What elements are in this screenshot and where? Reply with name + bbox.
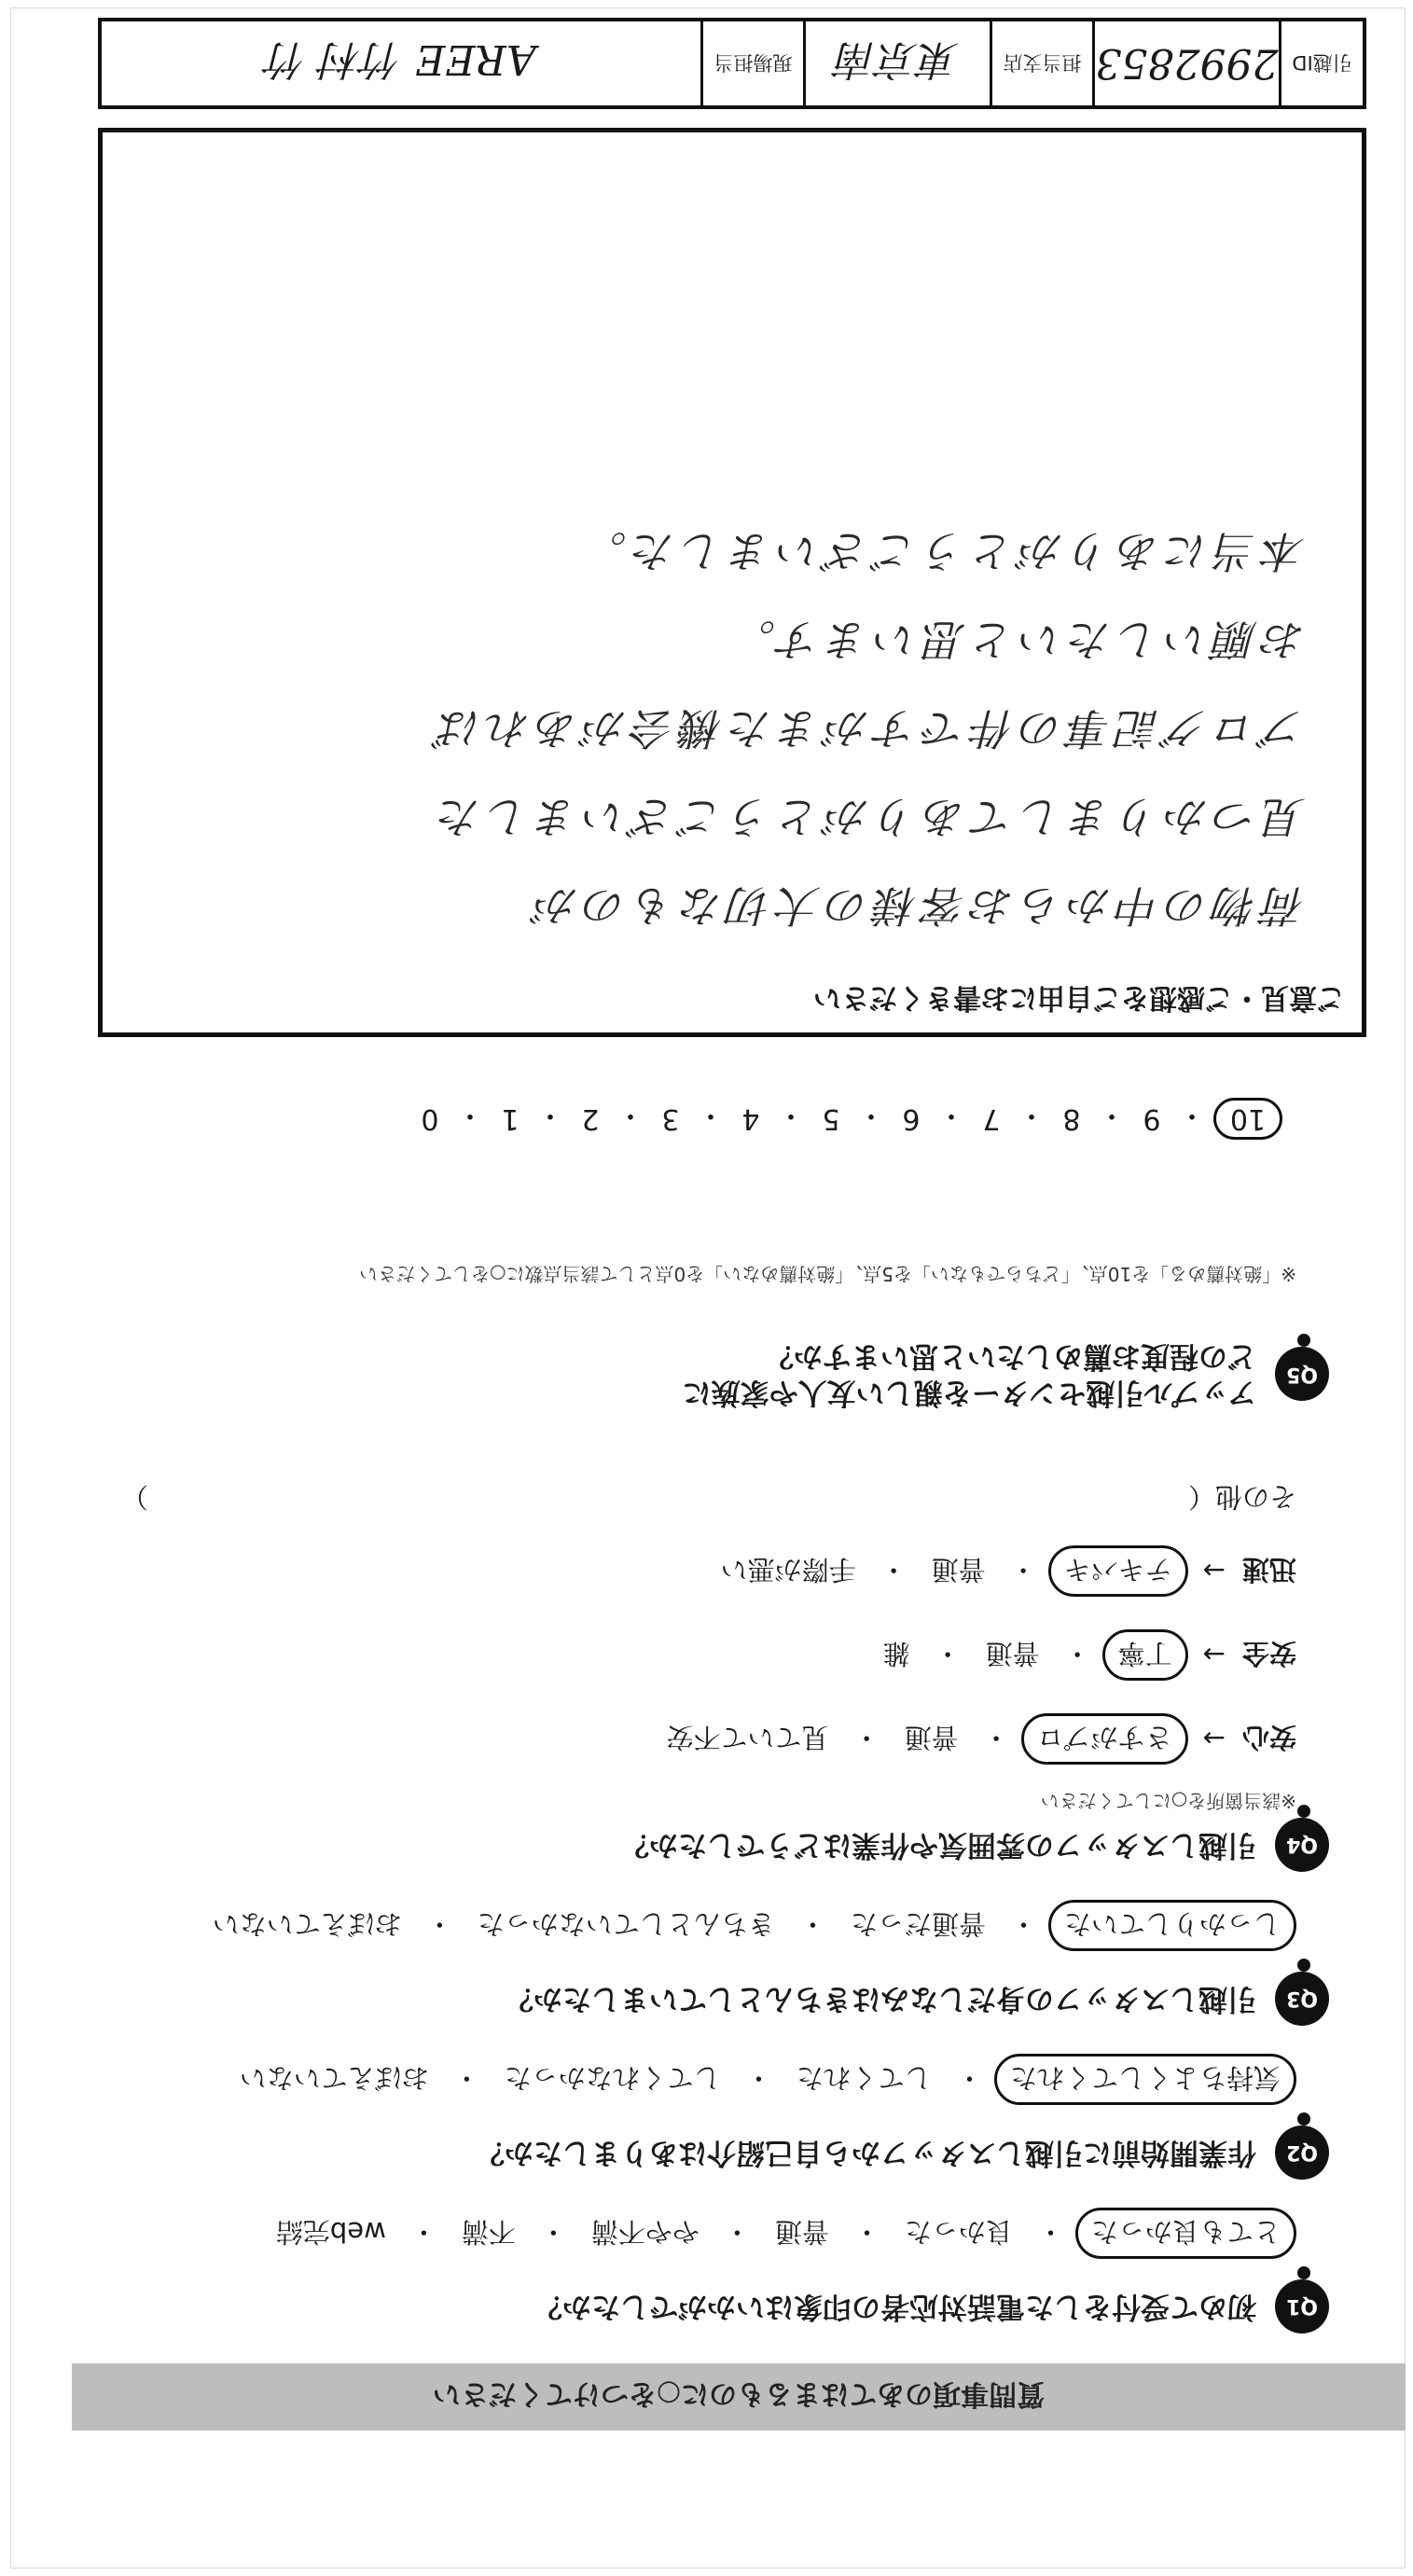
q1-option-very-good[interactable]: とても良かった (1075, 2208, 1296, 2259)
instruction-banner: 質問事項のあてはまるものに○をつけてください (72, 2363, 1406, 2431)
q4-row-label: 安心 (1241, 1722, 1296, 1753)
score-0[interactable]: 0 (421, 1102, 439, 1135)
q1-question (533, 2279, 1329, 2334)
q4-question (620, 1818, 1329, 1872)
q4-safety-option-careful[interactable]: 丁寧 (1102, 1629, 1188, 1681)
q5-question (683, 1338, 1329, 1411)
q4-other-label: その他（ (1187, 1481, 1296, 1513)
q3-option-dont-remember[interactable]: おぼえていない (212, 1908, 402, 1940)
q4-relief-option-normal[interactable]: 普通 (904, 1722, 959, 1753)
q3-option-neat[interactable]: しっかりしていた (1048, 1900, 1296, 1951)
q4-text: 引越しスタッフの雰囲気や作業はどうでしたか？ (620, 1828, 1256, 1863)
q4-row-speed: 迅速 → テキパキ ・ 普通 ・ 手際が悪い (708, 1545, 1296, 1597)
q4-safety-option-rough[interactable]: 雑 (882, 1638, 910, 1669)
q5-badge: Q5 (1275, 1347, 1329, 1401)
score-9[interactable]: 9 (1143, 1102, 1161, 1135)
comment-line: お願いしたいと思います。 (727, 615, 1306, 665)
q1-option-dissatisfied[interactable]: 不満 (461, 2216, 516, 2248)
q4-speed-option-clumsy[interactable]: 手際が悪い (720, 1554, 856, 1586)
q4-row-label: 安全 (1241, 1638, 1296, 1669)
q2-option-did-not[interactable]: してくれなかった (504, 2062, 721, 2094)
staff-value[interactable]: AREE 竹村 竹 (266, 35, 536, 83)
branch-label: 担当支店 (990, 21, 1092, 105)
q1-option-web[interactable]: web完結 (275, 2216, 386, 2248)
q2-option-did[interactable]: してくれた (796, 2062, 932, 2094)
id-label: 引越ID (1279, 21, 1363, 105)
q3-options: しっかりしていた ・ 普通だった ・ きちんとしていなかった ・ おぼえていない (200, 1900, 1296, 1951)
score-1[interactable]: 1 (501, 1102, 519, 1135)
score-7[interactable]: 7 (982, 1102, 1001, 1135)
q1-option-somewhat-dissatisfied[interactable]: やや不満 (590, 2216, 700, 2248)
staff-id-table (98, 18, 1366, 109)
q5-note: ※「絶対薦める」を10点、「どちらでもない」を5点、「絶対薦めない」を0点として該当点数に○をしてください (359, 1263, 1296, 1285)
q3-question (505, 1972, 1329, 2026)
q4-speed-option-brisk[interactable]: テキパキ (1048, 1545, 1188, 1597)
q4-note: ※該当箇所を○にしてください (1040, 1790, 1296, 1812)
q4-row-safety: 安全 → 丁寧 ・ 普通 ・ 雑 (870, 1629, 1296, 1681)
staff-label: 現場担当 (700, 21, 803, 105)
arrow-icon: → (1202, 1723, 1226, 1755)
comment-line: 見つかりましてありがとうございました (433, 792, 1306, 842)
score-5[interactable]: 5 (822, 1102, 840, 1135)
q3-option-normal[interactable]: 普通だった (850, 1908, 986, 1940)
branch-value[interactable]: 東京南 (803, 21, 990, 105)
q4-badge: Q4 (1275, 1818, 1329, 1872)
id-value[interactable]: 2992853 (1092, 21, 1279, 105)
q5-score-scale: 10 ・ 9 ・ 8 ・ 7 ・ 6 ・ 5 ・ 4 ・ 3 ・ 2 ・ 1 ・ 0 (411, 1098, 1282, 1140)
q2-option-dont-remember[interactable]: おぼえていない (239, 2062, 429, 2094)
q4-other (121, 1479, 1296, 1517)
comment-line: ブログ記事の件ですがまた機会があれば (433, 703, 1306, 754)
comment-box[interactable] (98, 128, 1366, 1037)
q5-text-line2: どの程度お薦めしたいと思いますか？ (765, 1339, 1256, 1374)
score-4[interactable]: 4 (741, 1102, 760, 1135)
q4-speed-option-normal[interactable]: 普通 (931, 1554, 986, 1586)
comment-title: ご意見・ご感想をご自由にお書きください (813, 981, 1345, 1014)
q3-option-not-neat[interactable]: きちんとしていなかった (477, 1908, 775, 1940)
q1-text: 初めて受付をした電話対応者の印象はいかがでしたか？ (533, 2290, 1256, 2324)
q4-other-close: ） (121, 1481, 149, 1513)
score-3[interactable]: 3 (661, 1102, 680, 1135)
score-10[interactable]: 10 (1213, 1098, 1282, 1140)
q4-safety-option-normal[interactable]: 普通 (985, 1638, 1040, 1669)
q2-option-pleasant[interactable]: 気持ちよくしてくれた (994, 2054, 1296, 2105)
q1-option-good[interactable]: 良かった (904, 2216, 1013, 2248)
score-6[interactable]: 6 (902, 1102, 921, 1135)
q2-badge: Q2 (1275, 2126, 1329, 2180)
q5-text-line1: アップル引越センターを親しい友人や家族に (682, 1376, 1256, 1409)
q3-badge: Q3 (1275, 1972, 1329, 2026)
q4-relief-option-pro[interactable]: さすがプロ (1021, 1713, 1188, 1765)
score-8[interactable]: 8 (1062, 1102, 1081, 1135)
q2-question (476, 2126, 1329, 2180)
score-2[interactable]: 2 (581, 1102, 600, 1135)
q5-text (683, 1338, 1256, 1411)
arrow-icon: → (1202, 1639, 1226, 1671)
arrow-icon: → (1202, 1555, 1226, 1587)
comment-line: 荷物の中からお客様の大切なものが (530, 880, 1306, 931)
q1-option-normal[interactable]: 普通 (774, 2216, 829, 2248)
q2-options: 気持ちよくしてくれた ・ してくれた ・ してくれなかった ・ おぼえていない (227, 2054, 1296, 2105)
comment-line: 本当にありがとうございました。 (578, 526, 1306, 576)
q1-options: とても良かった ・ 良かった ・ 普通 ・ やや不満 ・ 不満 ・ web完結 (263, 2208, 1296, 2259)
q4-relief-option-uneasy[interactable]: 見ていて不安 (666, 1722, 829, 1753)
q2-text: 作業開始前に引越しスタッフから自己紹介はありましたか？ (476, 2136, 1256, 2170)
q1-badge: Q1 (1275, 2279, 1329, 2334)
q4-row-label: 迅速 (1241, 1554, 1296, 1586)
q3-text: 引越しスタッフの身だしなみはきちんとしていましたか？ (505, 1982, 1256, 2016)
q4-row-relief: 安心 → さすがプロ ・ 普通 ・ 見ていて不安 (654, 1713, 1296, 1765)
